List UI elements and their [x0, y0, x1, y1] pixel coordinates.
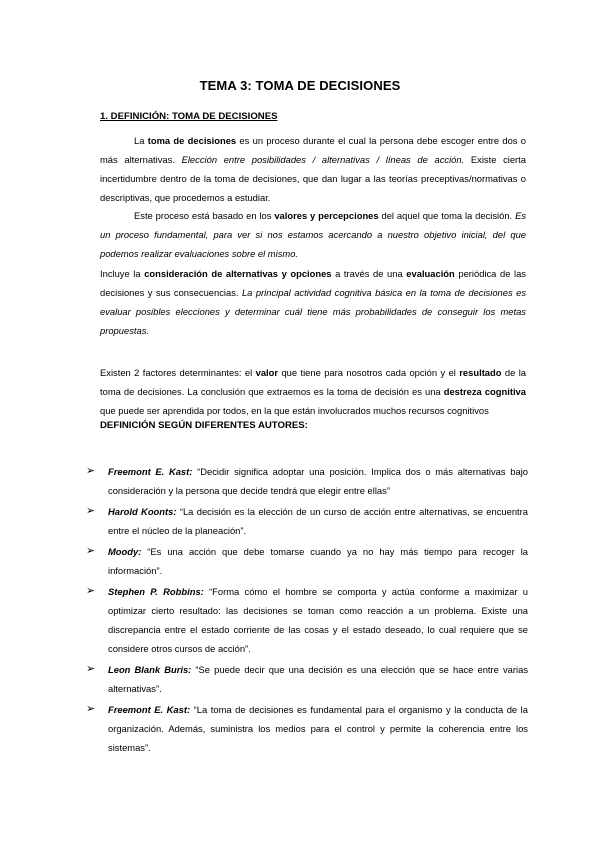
- list-item: [86, 462, 528, 500]
- arrow-bullet-icon: ➢: [86, 585, 96, 597]
- arrow-bullet-icon: ➢: [86, 545, 96, 557]
- list-item: [86, 660, 528, 698]
- text-run: Existe cierta incertidumbre dentro de la toma de decisiones, que dan lugar a las teorías preceptivas/normativas o descriptivas, que procedemos a estudiar.: [100, 154, 526, 203]
- text-run: del aquel que toma la decisión.: [378, 210, 516, 221]
- bold-term: destreza cognitiva: [443, 386, 526, 397]
- bold-term: evaluación: [406, 268, 455, 279]
- text-run: que tiene para nosotros cada opción y el: [278, 367, 460, 378]
- arrow-bullet-icon: ➢: [86, 663, 96, 675]
- author-name: Freemont E. Kast:: [108, 704, 191, 715]
- bold-term: consideración de alternativas y opciones: [144, 268, 332, 279]
- text-run: La: [134, 135, 148, 146]
- author-quote: “La decisión es la elección de un curso de acción entre alternativas, se encuentra entre el núcleo de la planeación”.: [108, 506, 528, 536]
- text-run: a través de una: [331, 268, 407, 279]
- text-run: periódica de las decisiones y sus consecuencias.: [100, 268, 526, 298]
- text-run: es un proceso durante el cual la persona debe escoger entre dos o más alternativas.: [100, 135, 526, 165]
- list-item: [86, 542, 528, 580]
- text-run: de la toma de decisiones. La conclusión que extraemos es la toma de decisión es una: [100, 367, 527, 397]
- bold-term: resultado: [459, 367, 502, 378]
- author-quote: “Se puede decir que una decisión es una elección que se hace entre varias alternativas”.: [108, 664, 529, 694]
- text-run: Este proceso está basado en los: [134, 210, 275, 221]
- paragraph-definition: [100, 131, 526, 207]
- author-name: Moody:: [108, 546, 142, 557]
- author-name: Stephen P. Robbins:: [108, 586, 204, 597]
- italic-note: Elección entre posibilidades / alternativas / líneas de acción.: [181, 154, 465, 165]
- authors-heading: DEFINICIÓN SEGÚN DIFERENTES AUTORES:: [100, 420, 308, 431]
- arrow-bullet-icon: ➢: [86, 465, 96, 477]
- paragraph-includes: [100, 264, 526, 340]
- document-title: TEMA 3: TOMA DE DECISIONES: [199, 78, 401, 93]
- paragraph-process: [100, 206, 526, 263]
- author-quote: “Es una acción que debe tomarse cuando ya no hay más tiempo para recoger la información”.: [108, 546, 528, 576]
- bold-term: toma de decisiones: [147, 135, 237, 146]
- text-run: Incluye la: [100, 268, 145, 279]
- text-run: que puede ser aprendida por todos, en la que están involucrados muchos recursos cognitivos: [100, 405, 489, 416]
- section-heading: 1. DEFINICIÓN: TOMA DE DECISIONES: [100, 111, 278, 122]
- bold-term: valores y percepciones: [274, 210, 379, 221]
- italic-note: Es un proceso fundamental, para ver si nos estamos acercando a nuestro objetivo inicial, del que podemos realizar evaluaciones sobre el mismo.: [100, 210, 527, 259]
- arrow-bullet-icon: ➢: [86, 703, 96, 715]
- author-name: Leon Blank Buris:: [108, 664, 192, 675]
- paragraph-factors: [100, 363, 526, 420]
- list-item: [86, 582, 528, 658]
- author-name: Freemont E. Kast:: [108, 466, 193, 477]
- author-quote: “Forma cómo el hombre se comporta y actúa conforme a maximizar u optimizar cierto resultado: las decisiones se toman como reacción a un problema. Existe una discrepancia entre el estado corriente de las cosas y el estado deseado, lo cual requiere que se considere otros cursos de acción”.: [108, 586, 528, 654]
- text-run: Existen 2 factores determinantes: el: [100, 367, 256, 378]
- authors-list: [86, 462, 528, 759]
- author-quote: “Decidir significa adoptar una posición. Implica dos o más alternativas bajo consideración y la persona que decide tendrá que elegir entre ellas”: [108, 466, 528, 496]
- list-item: [86, 700, 528, 757]
- arrow-bullet-icon: ➢: [86, 505, 96, 517]
- author-quote: “La toma de decisiones es fundamental para el organismo y la conducta de la organización. Además, suministra los medios para el control y permite la coherencia entre los sistemas”.: [108, 704, 528, 753]
- bold-term: valor: [255, 367, 279, 378]
- list-item: [86, 502, 528, 540]
- italic-note: La principal actividad cognitiva básica en la toma de decisiones es evaluar posibles elecciones y determinar cuál tiene más probabilidades de conseguir los metas propuestas.: [100, 287, 527, 336]
- author-name: Harold Koonts:: [108, 506, 177, 517]
